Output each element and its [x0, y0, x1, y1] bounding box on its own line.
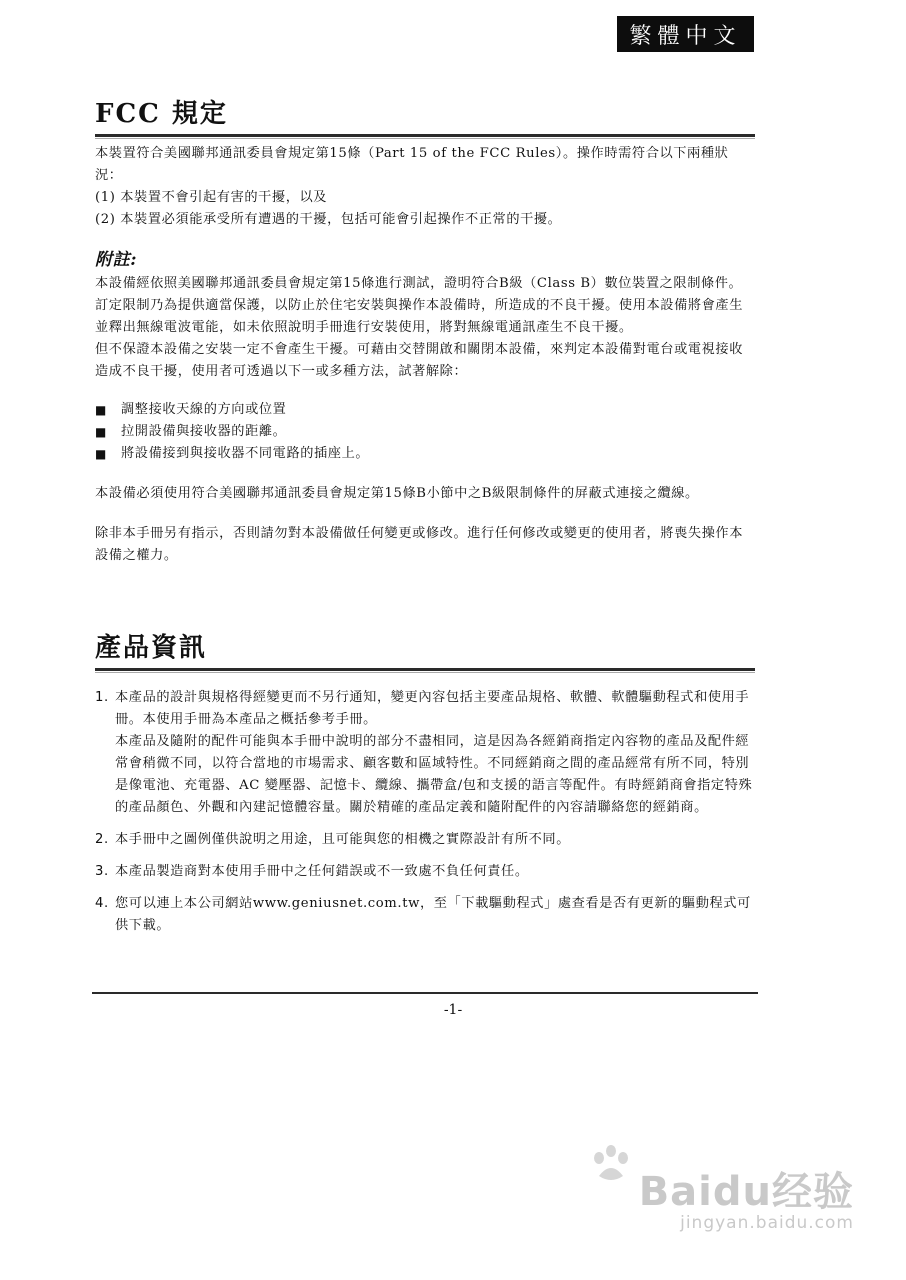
product-section — [95, 630, 755, 947]
fcc-intro: 本裝置符合美國聯邦通訊委員會規定第15條（Part 15 of the FCC Rules）。操作時需符合以下兩種狀況： — [95, 146, 729, 183]
title-rule-thin — [95, 138, 755, 139]
item-number: 3. — [95, 864, 109, 879]
shielded-cable-paragraph: 本設備必須使用符合美國聯邦通訊委員會規定第15條B小節中之B級限制條件的屏蔽式連接之纜線。 — [95, 486, 699, 501]
item-text: 本產品的設計與規格得經變更而不另行通知，變更內容包括主要產品規格、軟體、軟體驅動程式和使用手冊。本使用手冊為本產品之概括參考手冊。 — [115, 690, 750, 727]
list-item: ■ 將設備接到與接收器不同電路的插座上。 — [95, 443, 755, 465]
note-paragraph-2: 但不保證本設備之安裝一定不會產生干擾。可藉由交替開啟和關閉本設備，來判定本設備對電台或電視接收造成不良干擾，使用者可透過以下一或多種方法，試著解除： — [95, 342, 744, 379]
list-item: ■ 調整接收天線的方向或位置 — [95, 399, 755, 421]
item-text: 本產品製造商對本使用手冊中之任何錯誤或不一致處不負任何責任。 — [115, 864, 529, 879]
watermark-brand: Baidu经验 — [638, 1169, 854, 1215]
language-tab: 繁體中文 — [617, 16, 754, 52]
product-info-list — [95, 687, 755, 937]
watermark — [639, 1160, 854, 1233]
item-number: 1. — [95, 690, 109, 705]
title-rule — [95, 668, 755, 671]
list-item — [95, 893, 755, 937]
watermark-url: jingyan.baidu.com — [680, 1213, 854, 1233]
item-text: 您可以連上本公司網站www.geniusnet.com.tw，至「下載驅動程式」處查看是否有更新的驅動程式可供下載。 — [115, 896, 751, 933]
paw-icon — [589, 1142, 633, 1186]
fcc-condition-1: (1) 本裝置不會引起有害的干擾，以及 — [95, 190, 328, 205]
fcc-section — [95, 96, 755, 567]
list-item — [95, 829, 755, 851]
modification-paragraph: 除非本手冊另有指示，否則請勿對本設備做任何變更或修改。進行任何修改或變更的使用者，將喪失操作本設備之權力。 — [95, 526, 744, 563]
title-rule-thin — [95, 672, 755, 673]
title-rule — [95, 134, 755, 137]
fcc-title: FCC 規定 — [95, 99, 228, 129]
fcc-condition-2: (2) 本裝置必須能承受所有遭遇的干擾，包括可能會引起操作不正常的干擾。 — [95, 212, 562, 227]
list-item: ■ 拉開設備與接收器的距離。 — [95, 421, 755, 443]
list-item — [95, 687, 755, 819]
note-paragraph-1: 本設備經依照美國聯邦通訊委員會規定第15條進行測試，證明符合B級（Class B）數位裝置之限制條件。訂定限制乃為提供適當保護，以防止於住宅安裝與操作本設備時，所造成的不良干擾。使用本設備將會產生並釋出無線電波電能，如未依照說明手冊進行安裝使用，將對無線電通訊產生不良干擾。 — [95, 276, 744, 335]
remedy-list — [95, 399, 755, 465]
footer-rule — [92, 992, 758, 994]
item-number: 4. — [95, 896, 109, 911]
note-title: 附註: — [95, 250, 138, 270]
item-text: 本手冊中之圖例僅供說明之用途，且可能與您的相機之實際設計有所不同。 — [115, 832, 570, 847]
item-number: 2. — [95, 832, 109, 847]
product-title: 產品資訊 — [95, 633, 208, 663]
page-number: -1- — [443, 1002, 463, 1018]
item-text-continued: 本產品及隨附的配件可能與本手冊中說明的部分不盡相同，這是因為各經銷商指定內容物的產品及配件經常會稍微不同，以符合當地的市場需求、顧客數和區域特性。不同經銷商之間的產品經常有所不同，特別是像電池、充電器、AC 變壓器、記憶卡、纜線、攜帶盒/包和支援的語言等配件。有時經銷商會指定特殊的產品顏色、外觀和內建記憶體容量。關於精確的產品定義和隨附配件的內容請聯絡您的經銷商。 — [115, 734, 753, 815]
list-item — [95, 861, 755, 883]
